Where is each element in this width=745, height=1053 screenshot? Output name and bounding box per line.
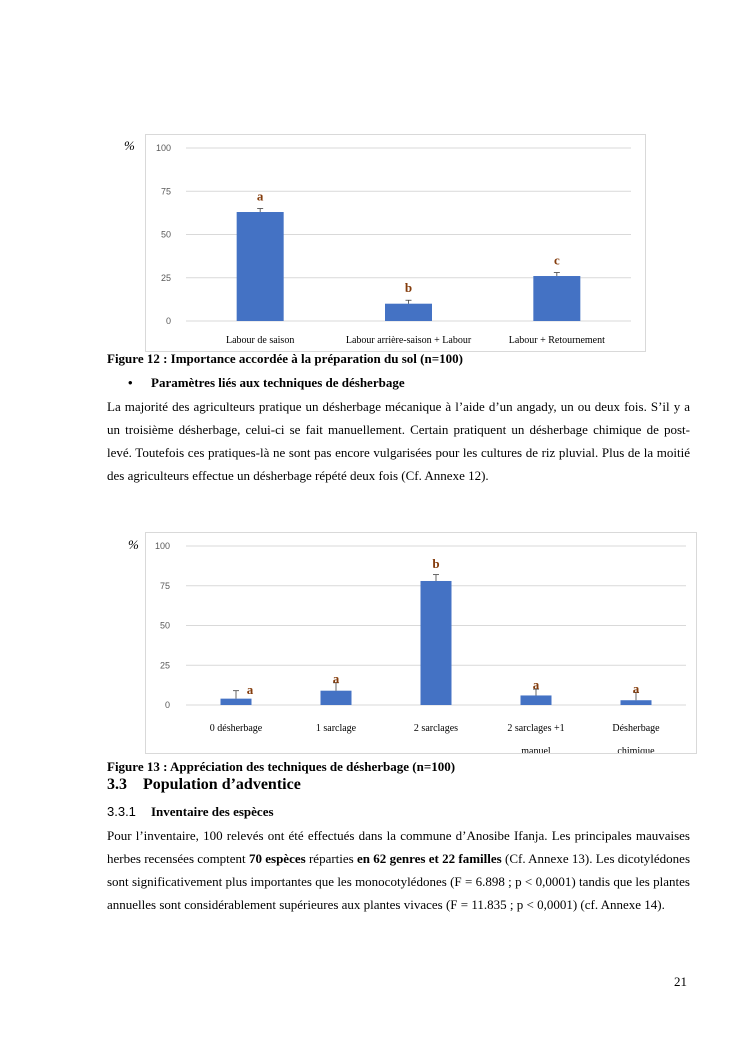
subsection-heading	[107, 804, 274, 820]
chart1-category-label: Labour + Retournement	[508, 335, 605, 346]
chart1-bar	[533, 276, 580, 321]
figure-12-chart	[145, 134, 646, 352]
chart2-tick-label: 100	[154, 541, 170, 551]
inventory-text-part1: Pour l’inventaire, 100 relevés ont été effectués dans la commune d’Anosibe Ifanja. Les principales mauvaises herbes recensées comptent	[107, 828, 690, 866]
figure-13-caption: Figure 13 : Appréciation des techniques de désherbage (n=100)	[107, 759, 456, 774]
paragraph-inventory-text	[107, 824, 690, 916]
section-heading	[107, 776, 301, 794]
chart2-bar	[521, 695, 552, 705]
chart2-tick-label: 25	[159, 660, 170, 671]
figure-13-chart	[145, 532, 697, 754]
chart2-bar	[421, 581, 452, 705]
chart2-significance-letter: a	[632, 681, 640, 696]
inventory-species-count: 70 espèces	[248, 851, 306, 866]
chart2-significance-letter: a	[532, 677, 540, 692]
chart2-bar	[621, 700, 652, 705]
bullet-heading	[128, 375, 405, 391]
chart2-category-label: Désherbage chimique	[612, 723, 660, 753]
chart2-significance-letter: a	[246, 682, 254, 697]
inventory-text-part3: (Cf. Annexe 13). Les dicotylédones sont significativement plus importantes que les monocotylédones (F = 6.898 ; p < 0,0001) tandis que les plantes annuelles sont considérablement supérieures aux plantes vivaces (F = 11.835 ; p < 0,0001) (cf. Annexe 14).	[107, 851, 690, 912]
chart1-tick-label: 75	[160, 186, 171, 197]
chart1-category-label: Labour de saison	[226, 335, 295, 346]
inventory-genera-families: en 62 genres et 22 familles	[357, 851, 502, 866]
chart1-category-label: Labour arrière-saison + Labour	[345, 335, 472, 346]
chart2-significance-letter: a	[332, 671, 340, 686]
chart2-significance-letter: b	[432, 556, 440, 571]
chart2-bar	[321, 691, 352, 705]
chart2-tick-label: 0	[164, 700, 170, 710]
chart1-significance-letter: c	[553, 252, 560, 268]
subsection-number: 3.3.1	[107, 804, 136, 819]
chart2-bar	[221, 699, 252, 705]
chart2-tick-label: 50	[159, 620, 170, 631]
chart1-tick-label: 0	[165, 316, 171, 326]
figure-13-svg	[146, 533, 696, 753]
chart1-tick-label: 50	[160, 229, 171, 240]
chart2-category-label: 1 sarclage	[315, 723, 357, 734]
chart2-category-label: 0 désherbage	[209, 723, 263, 734]
chart1-significance-letter: a	[256, 188, 264, 204]
bullet-symbol: •	[128, 375, 133, 390]
chart2-category-label: 2 sarclages	[413, 723, 459, 734]
chart2-category-label: 2 sarclages +1 manuel	[507, 723, 565, 753]
chart2-tick-label: 75	[159, 580, 170, 591]
figure-12-svg	[146, 135, 645, 351]
paragraph-weeding-text: La majorité des agriculteurs pratique un désherbage mécanique à l’aide d’un angady, un ou deux fois. S’il y a un troisième désherbage, celui-ci se fait manuellement. Certain pratiquent un désherbage chimique de post-levé. Toutefois ces pratiques-là ne sont pas encore vulgarisées pour les cultures de riz pluvial. Plus de la moitié des agriculteurs effectue un désherbage répété deux fois (Cf. Annexe 12).	[107, 399, 690, 483]
chart1-bar	[237, 212, 284, 321]
paragraph-weeding	[107, 395, 690, 487]
section-title: Population d’adventice	[143, 776, 301, 793]
subsection-title: Inventaire des espèces	[151, 804, 274, 819]
chart1-bar	[385, 304, 432, 321]
chart1-significance-letter: b	[404, 280, 413, 296]
chart1-tick-label: 100	[155, 143, 171, 153]
figure-12-caption: Figure 12 : Importance accordée à la préparation du sol (n=100)	[107, 351, 463, 366]
paragraph-inventory	[107, 824, 690, 916]
inventory-text-part2: réparties	[305, 851, 358, 866]
chart1-tick-label: 25	[160, 272, 171, 283]
section-number: 3.3	[107, 776, 127, 793]
chart2-unit-label: %	[128, 537, 139, 552]
chart1-unit-label: %	[124, 138, 135, 153]
bullet-text: Paramètres liés aux techniques de désherbage	[151, 375, 405, 390]
page-number: 21	[674, 974, 687, 989]
